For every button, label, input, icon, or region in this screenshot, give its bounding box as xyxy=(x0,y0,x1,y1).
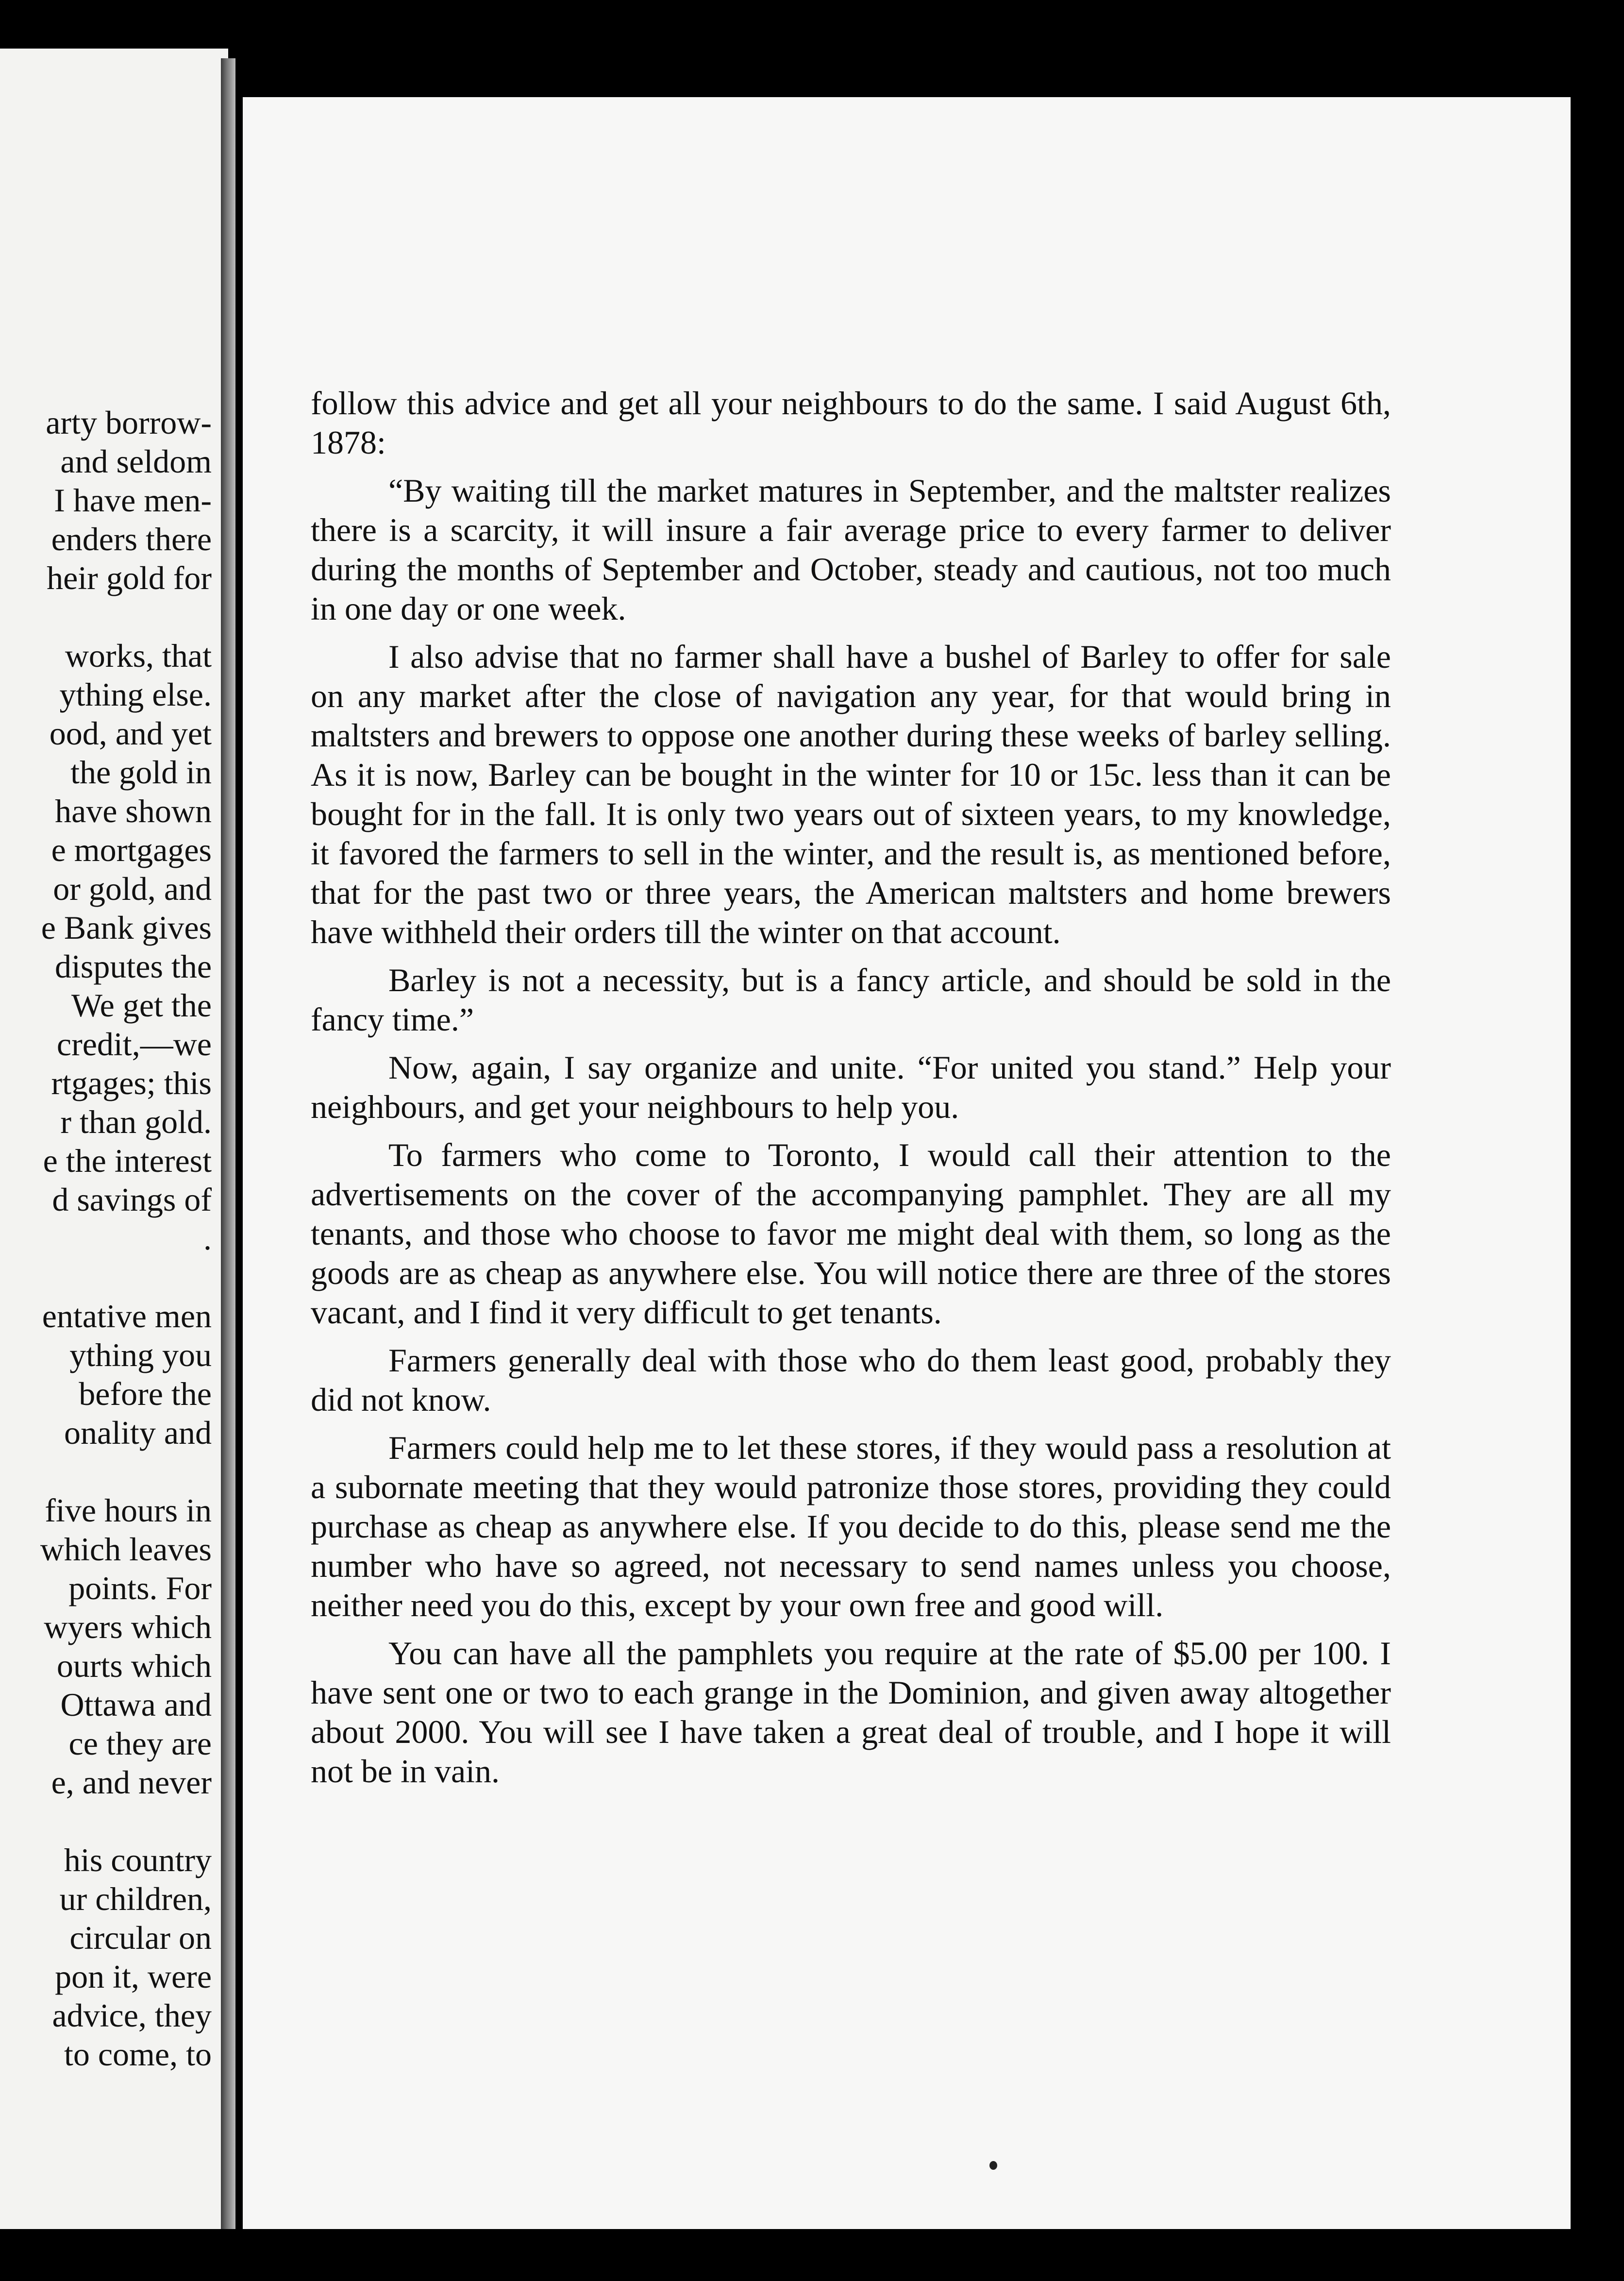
left-page-line: ything else. xyxy=(59,676,212,713)
left-page-line: to come, to xyxy=(64,2036,212,2073)
left-page-line: credit,—we xyxy=(56,1026,212,1063)
left-page-line: . xyxy=(203,1220,212,1257)
left-page-line: e the interest xyxy=(43,1142,212,1179)
left-page-line: ur children, xyxy=(59,1880,212,1917)
left-page-line: wyers which xyxy=(44,1608,212,1645)
left-page-line: e mortgages xyxy=(51,831,212,868)
left-page-line: which leaves xyxy=(40,1531,212,1568)
left-page-line: ything you xyxy=(69,1336,212,1373)
left-page-line: and seldom xyxy=(60,443,212,480)
left-page-line: entative men xyxy=(42,1298,212,1335)
paragraph-fancy-article: Barley is not a necessity, but is a fancy article, and should be sold in the fancy time.” xyxy=(311,962,1391,1038)
left-page-line: have shown xyxy=(55,793,212,829)
left-page-line: I have men- xyxy=(54,482,212,519)
left-page-line: d savings of xyxy=(52,1181,212,1218)
left-page-line: disputes the xyxy=(55,948,212,985)
left-page-line: works, that xyxy=(65,637,212,674)
left-page-line: e, and never xyxy=(51,1764,212,1801)
left-page-line: the gold in xyxy=(70,754,212,791)
left-page-line: rtgages; this xyxy=(51,1064,212,1101)
left-page xyxy=(0,49,228,2229)
left-page-line: enders there xyxy=(51,521,212,558)
left-page-line: ce they are xyxy=(68,1725,212,1762)
paragraph-farmers-deal: Farmers generally deal with those who do them least good, probably they did not know. xyxy=(311,1342,1391,1418)
paragraph-barley-advice: I also advise that no farmer shall have a bushel of Barley to offer for sale on any market after the close of navigation any year, for that would bring in maltsters and brewers to oppose one another during these weeks of barley selling. As it is now, Barley can be bought in the winter for 10 or 15c. less than it can be bought for in the fall. It is only two years out of sixteen years, to my knowledge, it favored the farmers to sell in the winter, and the result is, as mentioned before, that for the past two or three years, the American maltsters and home brewers have withheld their orders till the winter on that account. xyxy=(311,638,1391,950)
left-page-line: Ottawa and xyxy=(60,1686,212,1723)
left-page-line: ood, and yet xyxy=(49,715,212,752)
left-page-line: pon it, were xyxy=(55,1958,212,1995)
paragraph-stores: Farmers could help me to let these stores, if they would pass a resolution at a subornate meeting that they would patronize those stores, providing they could purchase as cheap as anywhere else. If you decide to do this, please send me the number who have so agreed, not necessary to send names unless you choose, neither need you do this, except by your own free and good will. xyxy=(311,1429,1391,1623)
left-page-line: points. For xyxy=(68,1570,212,1606)
right-page-text xyxy=(311,384,1391,1800)
paragraph-toronto: To farmers who come to Toronto, I would call their attention to the advertisements on the cover of the accompanying pamphlet. They are all my tenants, and those who choose to favor me might deal with them, so long as the goods are as cheap as anywhere else. You will notice there are three of the stores vacant, and I find it very difficult to get tenants. xyxy=(311,1136,1391,1331)
left-page-line: e Bank gives xyxy=(41,909,212,946)
left-page-line: We get the xyxy=(71,987,212,1024)
page-mark xyxy=(989,2161,997,2170)
left-page-line: arty borrow- xyxy=(46,404,212,441)
left-page-line: onality and xyxy=(64,1414,212,1451)
left-page-line: advice, they xyxy=(52,1997,212,2034)
paragraph-quote-start: “By waiting till the market matures in September, and the maltster realizes there is a scarcity, it will insure a fair average price to every farmer to deliver during the months of September and October, steady and cautious, not too much in one day or one week. xyxy=(311,472,1391,627)
left-page-line: r than gold. xyxy=(60,1103,212,1140)
left-page-line: before the xyxy=(79,1375,212,1412)
book-gutter xyxy=(221,58,235,2229)
paragraph-pamphlets: You can have all the pamphlets you require at the rate of $5.00 per 100. I have sent one or two to each grange in the Dominion, and given away altogether about 2000. You will see I have taken a great deal of trouble, and I hope it will not be in vain. xyxy=(311,1635,1391,1790)
left-page-line: his country xyxy=(64,1842,212,1878)
left-page-line: ourts which xyxy=(56,1647,212,1684)
paragraph-continuation: follow this advice and get all your neighbours to do the same. I said August 6th, 1878: xyxy=(311,385,1391,461)
left-page-line: five hours in xyxy=(45,1492,212,1529)
left-page-line: circular on xyxy=(69,1919,212,1956)
left-page-line: heir gold for xyxy=(47,559,212,596)
left-page-line: or gold, and xyxy=(53,870,212,907)
paragraph-organize: Now, again, I say organize and unite. “For united you stand.” Help your neighbours, and get your neighbours to help you. xyxy=(311,1049,1391,1125)
